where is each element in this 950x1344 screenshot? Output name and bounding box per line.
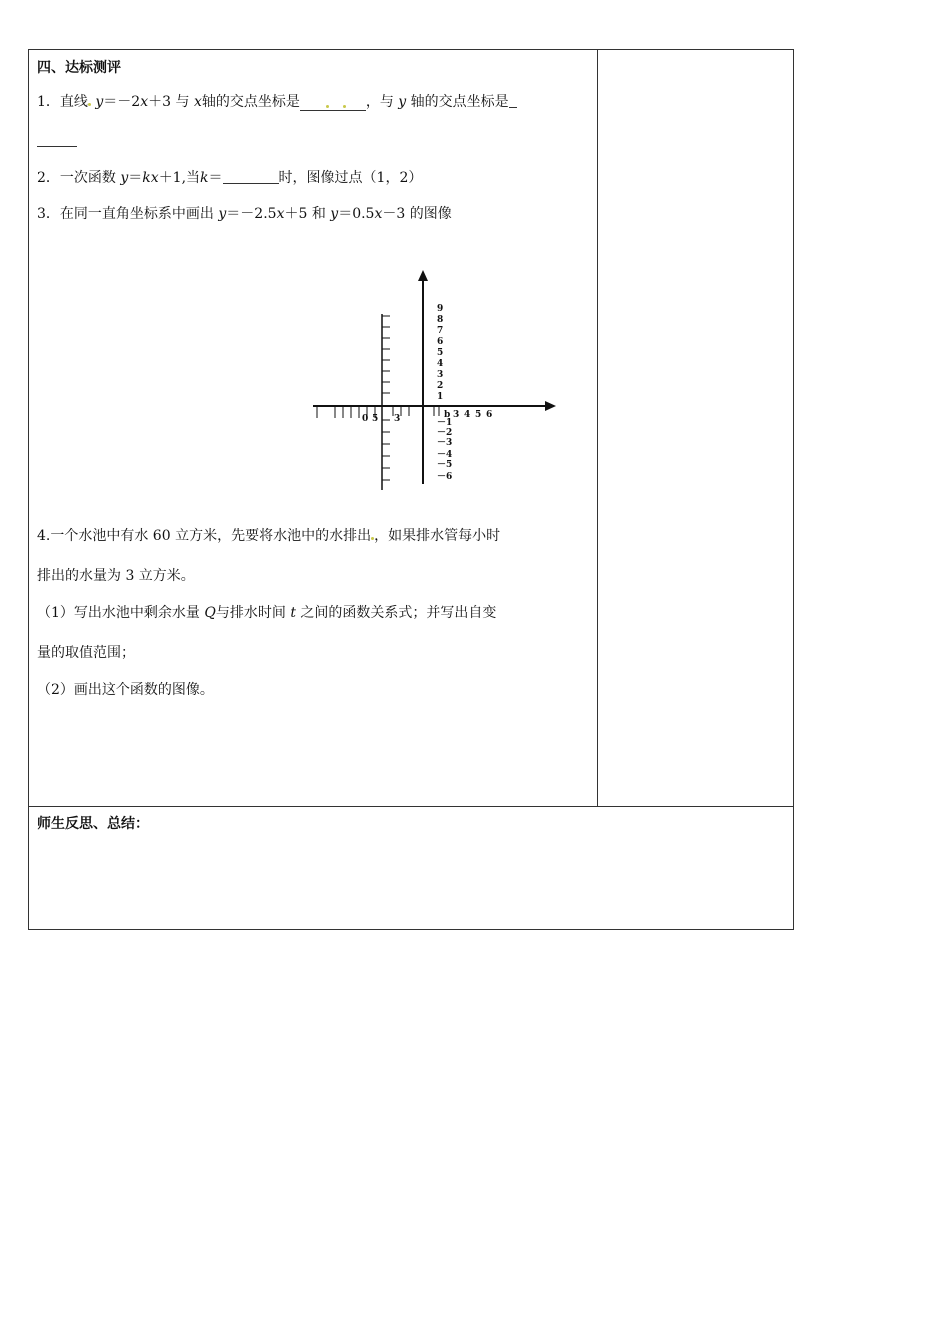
y-label: 8 xyxy=(437,315,444,325)
y-label: 3 xyxy=(437,370,444,380)
q2-eq3: ＝ xyxy=(208,170,223,186)
q2-number: 2． xyxy=(37,170,60,186)
worksheet-table xyxy=(28,49,794,930)
q3-var-x2: x xyxy=(374,206,383,222)
q3-text-a: 在同一直角坐标系中画出 xyxy=(59,206,214,222)
x-label: 3 xyxy=(453,410,460,420)
question-4-line-2: 排出的水量为 3 立方米。 xyxy=(37,568,195,584)
q3-var-y1: y xyxy=(218,206,227,222)
q4-p1-b: 与排水时间 xyxy=(215,605,286,621)
q4-p1-a: （1）写出水池中剩余水量 xyxy=(37,605,200,621)
x-label: 3 xyxy=(394,414,401,424)
q4-line1: 4.一个水池中有水 60 立方米，先要将水池中的水排出 xyxy=(37,528,372,544)
q2-eq1: ＝ xyxy=(128,170,143,186)
y-label: 4 xyxy=(437,359,444,369)
q2-answer-blank[interactable] xyxy=(223,169,279,184)
x-label: b xyxy=(444,410,451,420)
q3-var-x1: x xyxy=(276,206,285,222)
q3-eq1b: ＋5 和 xyxy=(284,206,326,222)
column-divider xyxy=(597,50,598,806)
q1-text-b: 轴的交点坐标是 xyxy=(201,94,300,110)
question-4-part-1 xyxy=(37,602,496,622)
q4-p1-c: 之间的函数关系式；并写出自变 xyxy=(300,605,497,621)
y-label: 5 xyxy=(437,348,444,358)
q1-axis-x: x xyxy=(193,94,202,110)
q2-text-b: 时，图像过点（1，2） xyxy=(278,170,423,186)
q2-eq2: ＋1,当 xyxy=(158,170,201,186)
y-label: 7 xyxy=(437,326,444,336)
q4-line1-end: ，如果排水管每小时 xyxy=(374,528,501,544)
q2-var-kx: kx xyxy=(142,170,159,186)
q1-number: 1． xyxy=(37,94,60,110)
q1-answer-blank-1[interactable] xyxy=(300,96,366,111)
x-label: 5 xyxy=(372,414,379,424)
q3-number: 3． xyxy=(37,206,60,222)
question-4-part-1-line-2: 量的取值范围； xyxy=(37,645,135,661)
y-label: －6 xyxy=(437,472,453,482)
q1-axis-y: y xyxy=(398,94,407,110)
question-4-part-2: （2）画出这个函数的图像。 xyxy=(37,682,214,698)
section-heading: 四、达标测评 xyxy=(37,60,121,76)
left-ruler-upper-ticks xyxy=(382,316,390,393)
y-label: 9 xyxy=(437,304,444,314)
x-negative-labels xyxy=(362,414,400,424)
coordinate-axes-figure xyxy=(307,270,557,499)
q1-var-x: x xyxy=(140,94,149,110)
y-negative-labels xyxy=(437,418,452,482)
row-divider xyxy=(29,806,793,807)
q1-blank-continuation[interactable] xyxy=(37,132,77,149)
y-label: －2 xyxy=(437,428,453,438)
x-label: 6 xyxy=(486,410,493,420)
y-label: 6 xyxy=(437,337,444,347)
q2-var-k: k xyxy=(200,170,209,186)
y-label: －1 xyxy=(437,418,453,428)
q4-var-t: t xyxy=(290,605,296,621)
q4-var-q: Q xyxy=(204,605,216,621)
y-axis-arrow xyxy=(418,270,428,281)
question-4-line-1 xyxy=(37,525,500,545)
q1-eq-end: ＋3 与 xyxy=(148,94,190,110)
x-axis-arrow xyxy=(545,401,556,411)
y-label: －5 xyxy=(437,460,453,470)
x-label: 5 xyxy=(475,410,482,420)
q1-text-c: ，与 xyxy=(365,94,394,110)
y-label: 1 xyxy=(437,392,444,402)
q3-eq2: ＝0.5 xyxy=(338,206,375,222)
question-1 xyxy=(37,91,517,111)
question-2 xyxy=(37,167,422,187)
q3-var-y2: y xyxy=(330,206,339,222)
q2-var-y: y xyxy=(120,170,129,186)
left-ruler-lower-ticks xyxy=(382,420,390,480)
q1-text-a: 直线 xyxy=(59,94,88,110)
x-label: 0 xyxy=(362,414,369,424)
q1-answer-blank-2-start[interactable] xyxy=(509,93,517,108)
q1-eq-mid: ＝－2 xyxy=(103,94,141,110)
decor-dot xyxy=(88,103,91,106)
y-label: 2 xyxy=(437,381,444,391)
y-positive-labels xyxy=(437,304,443,402)
x-label: 4 xyxy=(464,410,471,420)
q3-eq1: ＝－2.5 xyxy=(226,206,277,222)
y-label: －4 xyxy=(437,450,453,460)
q3-eq2b: －3 的图像 xyxy=(382,206,452,222)
q2-text-a: 一次函数 xyxy=(59,170,116,186)
question-3 xyxy=(37,203,452,223)
q1-text-d: 轴的交点坐标是 xyxy=(410,94,509,110)
q1-var-y: y xyxy=(95,94,104,110)
reflection-heading: 师生反思、总结： xyxy=(37,816,149,832)
y-label: －3 xyxy=(437,438,453,448)
